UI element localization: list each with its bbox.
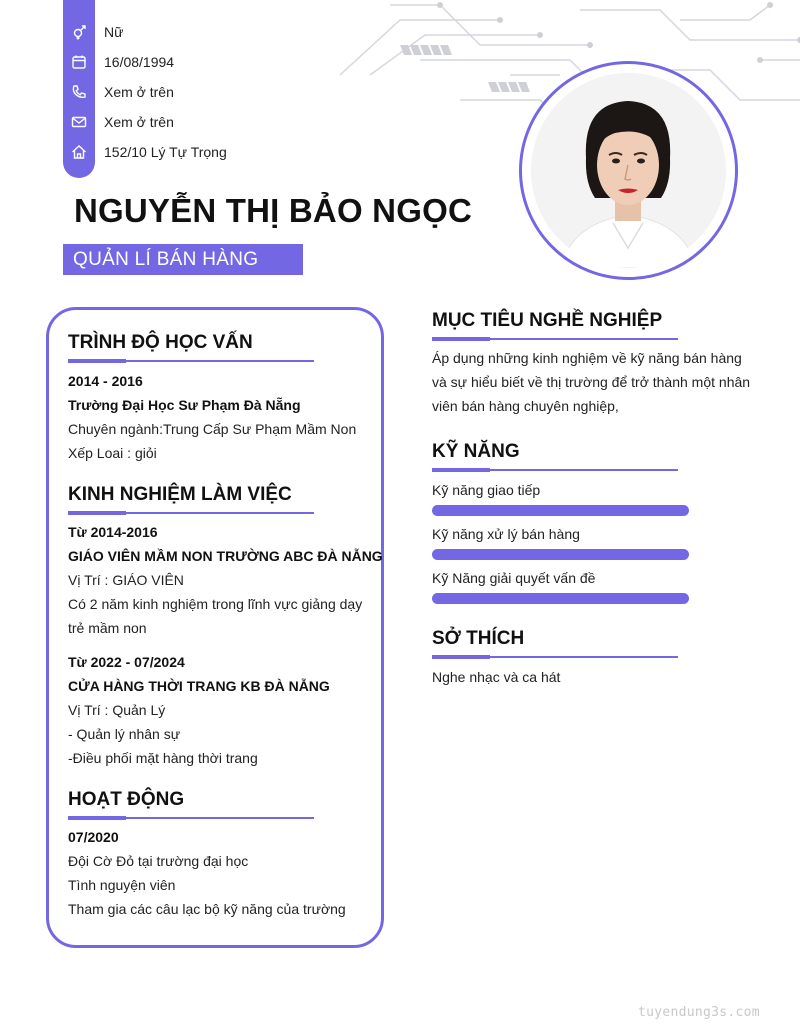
experience-title: KINH NGHIỆM LÀM VIỆC xyxy=(68,484,292,505)
job-detail: -Điều phối mặt hàng thời trang xyxy=(68,750,258,766)
education-period: 2014 - 2016 xyxy=(68,373,143,389)
hobbies-title: SỞ THÍCH xyxy=(432,628,525,649)
activities-title: HOẠT ĐỘNG xyxy=(68,789,185,810)
gender-text: Nữ xyxy=(104,24,124,40)
job-detail: Vị Trí : GIÁO VIÊN xyxy=(68,572,184,588)
contact-gender xyxy=(63,17,123,47)
hobbies-text: Nghe nhạc và ca hát xyxy=(432,669,561,685)
watermark: tuyendung3s.com xyxy=(638,1005,760,1020)
contact-email xyxy=(63,107,174,137)
job-period: Từ 2014-2016 xyxy=(68,524,158,540)
activities-divider xyxy=(68,817,314,819)
education-divider xyxy=(68,360,314,362)
avatar xyxy=(531,73,726,268)
objective-title: MỤC TIÊU NGHỀ NGHIỆP xyxy=(432,310,663,331)
mail-icon xyxy=(63,107,95,137)
education-major: Chuyên ngành:Trung Cấp Sư Phạm Mầm Non xyxy=(68,421,357,437)
gender-icon xyxy=(63,17,95,47)
skill-label: Kỹ năng xử lý bán hàng xyxy=(432,526,580,542)
skill-level-bar xyxy=(432,593,689,604)
job-detail: trẻ mầm non xyxy=(68,620,147,636)
job-role-banner: QUẢN LÍ BÁN HÀNG xyxy=(63,244,303,275)
job-company: CỬA HÀNG THỜI TRANG KB ĐÀ NẴNG xyxy=(68,678,330,694)
objective-line: và sự hiểu biết về thị trường để trở thành một nhân xyxy=(432,374,751,390)
objective-line: viên bán hàng chuyên nghiệp, xyxy=(432,398,619,414)
objective-line: Áp dụng những kinh nghiệm về kỹ năng bán hàng xyxy=(432,350,742,366)
job-period: Từ 2022 - 07/2024 xyxy=(68,654,185,670)
education-school: Trường Đại Học Sư Phạm Đà Nẵng xyxy=(68,397,301,413)
contact-birthday xyxy=(63,47,174,77)
home-icon xyxy=(63,137,95,167)
experience-divider xyxy=(68,512,314,514)
activity-date: 07/2020 xyxy=(68,829,119,845)
job-company: GIÁO VIÊN MẦM NON TRƯỜNG ABC ĐÀ NẴNG xyxy=(68,548,383,564)
skill-level-bar xyxy=(432,505,689,516)
activity-item: Tình nguyện viên xyxy=(68,877,176,893)
skills-title: KỸ NĂNG xyxy=(432,441,520,462)
skill-label: Kỹ Năng giải quyết vấn đề xyxy=(432,570,596,586)
education-title: TRÌNH ĐỘ HỌC VẤN xyxy=(68,332,253,353)
skills-divider xyxy=(432,469,678,471)
calendar-icon xyxy=(63,47,95,77)
objective-divider xyxy=(432,338,678,340)
hobbies-divider xyxy=(432,656,678,658)
contact-address xyxy=(63,137,227,167)
email-text: Xem ở trên xyxy=(104,114,174,130)
skill-label: Kỹ năng giao tiếp xyxy=(432,482,541,498)
activity-item: Đội Cờ Đỏ tại trường đại học xyxy=(68,853,249,869)
phone-icon xyxy=(63,77,95,107)
job-detail: Vị Trí : Quản Lý xyxy=(68,702,166,718)
skill-level-bar xyxy=(432,549,689,560)
phone-text: Xem ở trên xyxy=(104,84,174,100)
activity-item: Tham gia các câu lạc bộ kỹ năng của trường xyxy=(68,901,346,917)
job-detail: - Quản lý nhân sự xyxy=(68,726,181,742)
job-detail: Có 2 năm kinh nghiệm trong lĩnh vực giảng dạy xyxy=(68,596,363,612)
contact-phone xyxy=(63,77,174,107)
address-text: 152/10 Lý Tự Trọng xyxy=(104,144,227,160)
candidate-name: NGUYỄN THỊ BẢO NGỌC xyxy=(74,192,472,229)
birthday-text: 16/08/1994 xyxy=(104,54,175,70)
education-grade: Xếp Loai : giỏi xyxy=(68,445,157,461)
